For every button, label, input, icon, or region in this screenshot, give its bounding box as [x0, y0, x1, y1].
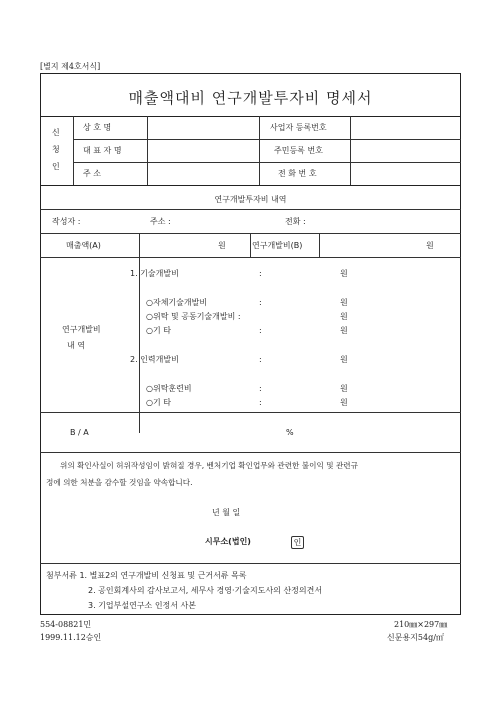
divider — [40, 452, 461, 453]
pledge-text: 정에 의한 처분을 감수할 것임을 약속합니다. — [46, 478, 193, 487]
item-unit: 원 — [340, 269, 348, 278]
divider — [73, 116, 74, 185]
address-field[interactable] — [148, 163, 258, 184]
page-title: 매출액대비 연구개발투자비 명세서 — [128, 89, 373, 107]
footer-paper-type: 신문용지54g/㎡ — [387, 633, 444, 642]
item-unit: 원 — [340, 398, 348, 407]
divider — [40, 257, 461, 258]
attachment-text: 첨부서류 1. 별표2의 연구개발비 신청표 및 근거서류 목록 — [46, 571, 247, 580]
rnd-breakdown-label: 내 역 — [67, 341, 85, 350]
business-reg-no-field[interactable] — [351, 117, 459, 138]
item-inhouse-label: ○자체기술개발비 — [146, 298, 208, 307]
attachment-text: 3. 기업부설연구소 인정서 사본 — [88, 601, 196, 610]
item-training-label: ○위탁훈련비 — [146, 384, 192, 393]
item-tech-dev-label: 1. 기술개발비 — [130, 269, 179, 278]
divider — [139, 233, 140, 433]
footer-code: 554-08821민 — [40, 620, 92, 629]
applicant-label-char: 인 — [52, 162, 60, 171]
writer-label: 작성자 : — [52, 217, 81, 226]
representative-label: 대 표 자 명 — [83, 146, 122, 155]
item-unit: 원 — [340, 298, 348, 307]
writer-phone-label: 전화 : — [285, 217, 306, 226]
item-unit: 원 — [340, 326, 348, 335]
ratio-field[interactable] — [140, 414, 280, 450]
attachment-text: 2. 공인회계사의 감사보고서, 세무사 경영·기술지도사의 산정의견서 — [88, 586, 323, 595]
rnd-cost-label: 연구개발비(B) — [252, 241, 303, 250]
item-other-label: ○기 타 — [146, 398, 171, 407]
divider — [259, 116, 260, 185]
date-line: 년 월 일 — [212, 508, 241, 517]
divider — [40, 563, 461, 564]
item-unit: 원 — [340, 355, 348, 364]
divider — [250, 233, 251, 257]
rnd-cost-unit: 원 — [426, 241, 434, 250]
address-label: 주 소 — [83, 169, 101, 178]
item-colon: : — [259, 355, 262, 364]
divider — [40, 209, 461, 210]
pledge-text: 위의 확인사실이 허위작성임이 밝혀질 경우, 벤처기업 확인업무와 관련한 불이익 및 관련규 — [60, 461, 358, 470]
rnd-breakdown-label: 연구개발비 — [62, 325, 101, 334]
seal-mark: 인 — [291, 536, 304, 549]
rnd-cost-field[interactable] — [320, 234, 424, 256]
form-number: [별지 제4호서식] — [40, 62, 101, 71]
footer-approval: 1999.11.12승인 — [40, 633, 102, 642]
divider — [40, 412, 461, 413]
divider — [40, 185, 461, 186]
phone-label: 전 화 번 호 — [278, 169, 317, 178]
company-name-field[interactable] — [148, 117, 258, 138]
sales-field[interactable] — [140, 234, 216, 256]
applicant-label-char: 신 — [52, 128, 60, 137]
office-label: 시무소(법인) — [205, 537, 251, 546]
item-unit: 원 — [340, 384, 348, 393]
item-other-label: ○기 타 — [146, 326, 171, 335]
item-colon: : — [259, 398, 262, 407]
resident-reg-no-label: 주민등록 번호 — [274, 146, 323, 155]
footer-paper-size: 210㎜×297㎜ — [394, 620, 448, 629]
writer-address-label: 주소 : — [150, 217, 171, 226]
item-outsourced-label: ○위탁 및 공동기술개발비 : — [146, 312, 241, 321]
item-hr-dev-label: 2. 인력개발비 — [130, 355, 179, 364]
applicant-label-char: 청 — [52, 145, 60, 154]
section-title: 연구개발투자비 내역 — [214, 195, 287, 204]
item-colon: : — [259, 326, 262, 335]
ratio-unit: % — [286, 428, 294, 437]
item-unit: 원 — [340, 312, 348, 321]
company-name-label: 상 호 명 — [83, 123, 112, 132]
item-colon: : — [259, 269, 262, 278]
phone-field[interactable] — [351, 163, 459, 184]
ratio-label: B / A — [70, 428, 89, 437]
resident-reg-no-field[interactable] — [351, 140, 459, 161]
sales-unit: 원 — [218, 241, 226, 250]
item-colon: : — [259, 384, 262, 393]
representative-field[interactable] — [148, 140, 258, 161]
item-colon: : — [259, 298, 262, 307]
business-reg-no-label: 사업자 등록번호 — [270, 123, 327, 132]
sales-label: 매출액(A) — [66, 241, 101, 250]
